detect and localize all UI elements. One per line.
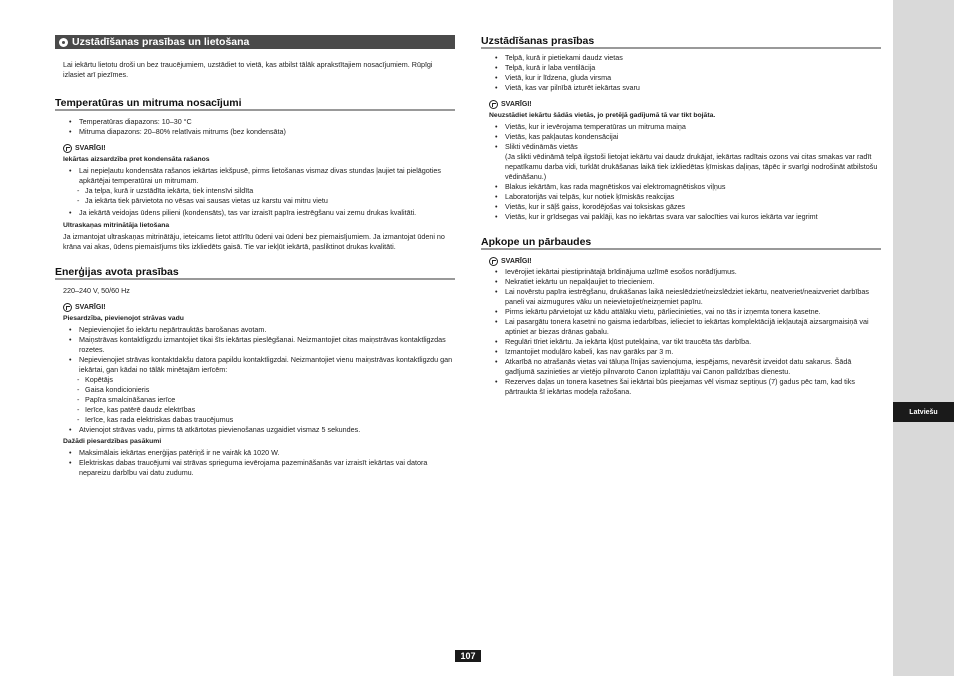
important-label [481,99,881,109]
list-item: • Rezerves daļas un tonera kasetnes šai iekārtai būs pieejamas vēl vismaz septiņus (7) gadus pēc tam, kad tiks pārtraukta šī iekārtas modeļa ražošana. [481,377,881,397]
list-item: • Atvienojot strāvas vadu, pirms tā atkārtotas pievienošanas uzgaidiet vismaz 5 sekundes. [55,425,455,435]
list-item: • Telpā, kurā ir pietiekami daudz vietas [481,53,881,63]
important-icon [63,303,72,312]
list-item: • Vietās, kur ir grīdsegas vai paklāji, kas no iekārtas svara var salocīties vai kuros iekārta var iegrimt [481,212,881,222]
list-item: • Vietā, kas var pilnībā izturēt iekārtas svaru [481,83,881,93]
list-item: - Ja iekārta tiek pārvietota no vēsas vai sausas vietas uz karstu vai mitru vietu [55,196,455,206]
prohibited-subheading: Neuzstādiet iekārtu šādās vietās, jo pretējā gadījumā tā var tikt bojāta. [489,112,716,119]
requirements-heading: Uzstādīšanas prasības [481,35,881,49]
language-tab[interactable]: Latviešu [893,402,954,422]
list-item: • Blakus iekārtām, kas rada magnētiskos vai elektromagnētiskos viļņus [481,182,881,192]
important-icon [489,257,498,266]
important-text: SVARĪGI! [75,144,106,152]
list-item: • Temperatūras diapazons: 10–30 °C [55,117,455,127]
important-text: SVARĪGI! [501,257,532,265]
list-item: • Nekratiet iekārtu un nepakļaujiet to triecieniem. [481,277,881,287]
ultrasonic-subheading: Ultraskaņas mitrinātāja lietošana [63,222,170,229]
side-margin-bar [893,0,954,676]
list-item: • Maiņstrāvas kontaktligzdu izmantojiet tikai šīs iekārtas pieslēgšanai. Neizmantojiet citas maiņstrāvas kontaktligzdas rozetes. [55,335,455,355]
list-item: • Elektriskas dabas traucējumi vai strāvas sprieguma ievērojama pazemināšanās var izraisīt iekārtas vai datora nepareizu darbību vai datu zudumu. [55,458,455,478]
list-item: • Nepievienojiet strāvas kontaktdakšu datora papildu kontaktligzdai. Neizmantojiet vienu maiņstrāvas kontaktligzdu gan iekārtai, gan kādai no tālāk minētajām ierīcēm: [55,355,455,375]
section-title: Uzstādīšanas prasības un lietošana [72,36,250,48]
list-item: - Papīra smalcināšanas ierīce [55,395,455,405]
intro-text: Lai iekārtu lietotu droši un bez traucējumiem, uzstādiet to vietā, kas atbilst tālāk aprakstītajiem nosacījumiem. Rūpīgi izlasiet arī piezīmes. [63,60,433,79]
power-heading: Enerģijas avota prasības [55,266,455,280]
list-item: - Ja telpa, kurā ir uzstādīta iekārta, tiek intensīvi sildīta [55,186,455,196]
list-item-note: (Ja slikti vēdināmā telpā ilgstoši lietojat iekārtu vai daudz drukājat, iekārtas radītais ozons vai citas smakas var radīt nepatīkamu darba vidi, turklāt drukāšanas laikā tiek izkliedētas ķīmiskas daļiņas, tāpēc ir svarīgi nodrošināt atbilstošu vēdināšanu.) [505,152,878,181]
list-item: • Izmantojiet moduļāro kabeli, kas nav garāks par 3 m. [481,347,881,357]
list-item: • Lai pasargātu tonera kasetni no gaisma iedarbības, ielieciet to iekārtas komplektācijā iekļautajā aizsargmaisiņā vai aptiniet ar biezas drānas gabalu. [481,317,881,337]
important-text: SVARĪGI! [501,100,532,108]
power-subheading: Piesardzība, pievienojot strāvas vadu [63,315,184,322]
list-item: • Ievērojiet iekārtai piestiprinātajā brīdinājuma uzlīmē esošos norādījumus. [481,267,881,277]
important-label [55,302,455,312]
list-item: • Ja iekārtā veidojas ūdens pilieni (kondensāts), tas var izraisīt papīra iestrēgšanu vai zemu drukas kvalitāti. [55,208,455,218]
important-icon [489,100,498,109]
important-label [481,256,881,266]
list-item: • Vietās, kur ir ievērojama temperatūras un mitruma maiņa [481,122,881,132]
list-item: • Atkarībā no atrašanās vietas vai tāluņa līnijas savienojuma, iespējams, nevarēsit izveidot datu sakarus. Šādā gadījumā sazinieties ar vietējo pilnvaroto Canon izplatītāju vai Canon palīdzības dienestu. [481,357,881,377]
bullet-circle-icon [59,38,68,47]
section-title-bar [55,35,455,49]
list-item: - Ierīce, kas rada elektriskas dabas traucējumus [55,415,455,425]
list-item: • Mitruma diapazons: 20–80% relatīvais mitrums (bez kondensāta) [55,127,455,137]
list-item: • Lai nepieļautu kondensāta rašanos iekārtas iekšpusē, pirms lietošanas vismaz divas stundas ļaujiet tai pielāgoties apkārtējai temperatūrai un mitrumam. [55,166,455,186]
list-item: • Maksimālais iekārtas enerģijas patēriņš ir ne vairāk kā 1020 W. [55,448,455,458]
important-label [55,143,455,153]
list-item: • Regulāri tīriet iekārtu. Ja iekārta kļūst putekļaina, var tikt traucēta tās darbība. [481,337,881,347]
ultrasonic-text: Ja izmantojat ultraskaņas mitrinātāju, ieteicams lietot attīrītu ūdeni vai ūdeni bez piemaisījumiem. Ja izmantojat ūdeni no krāna vai akas, ūdens piemaisījums tiks izkliedēts gaisā. Tie var iekļūt iekārtā, pasliktinot drukas kvalitāti. [63,232,445,251]
list-item: • Pirms iekārtu pārvietojat uz kādu attālāku vietu, pārliecinieties, vai no tās ir izņemta tonera kasetne. [481,307,881,317]
power-spec: 220–240 V, 50/60 Hz [63,286,130,295]
temperature-heading: Temperatūras un mitruma nosacījumi [55,97,455,111]
list-item: • Telpā, kurā ir laba ventilācija [481,63,881,73]
list-item: • Nepievienojiet šo iekārtu nepārtrauktās barošanas avotam. [55,325,455,335]
list-item: • Slikti vēdināmās vietās [481,142,881,152]
important-text: SVARĪGI! [75,303,106,311]
list-item: - Ierīce, kas patērē daudz elektrības [55,405,455,415]
right-column [481,35,881,397]
list-item: • Laboratorijās vai telpās, kur notiek ķīmiskās reakcijas [481,192,881,202]
temperature-list [55,117,455,137]
left-column [55,35,455,478]
list-item: • Vietās, kur ir sāļš gaiss, korodējošas vai toksiskas gāzes [481,202,881,212]
list-item: - Kopētājs [55,375,455,385]
misc-subheading: Dažādi piesardzības pasākumi [63,438,162,445]
page-number: 107 [455,650,481,662]
list-item: - Gaisa kondicionieris [55,385,455,395]
maintenance-heading: Apkope un pārbaudes [481,236,881,250]
list-item: • Lai novērstu papīra iestrēgšanu, drukāšanas laikā neieslēdziet/neizslēdziet iekārtu, neatveriet/neaizveriet darbības paneli vai aizmugures vāku un neievietojiet/neizņemiet papīru. [481,287,881,307]
important-icon [63,144,72,153]
condensation-subheading: Iekārtas aizsardzība pret kondensāta rašanos [63,156,210,163]
list-item: • Vietās, kas pakļautas kondensācijai [481,132,881,142]
list-item: • Vietā, kur ir līdzena, gluda virsma [481,73,881,83]
